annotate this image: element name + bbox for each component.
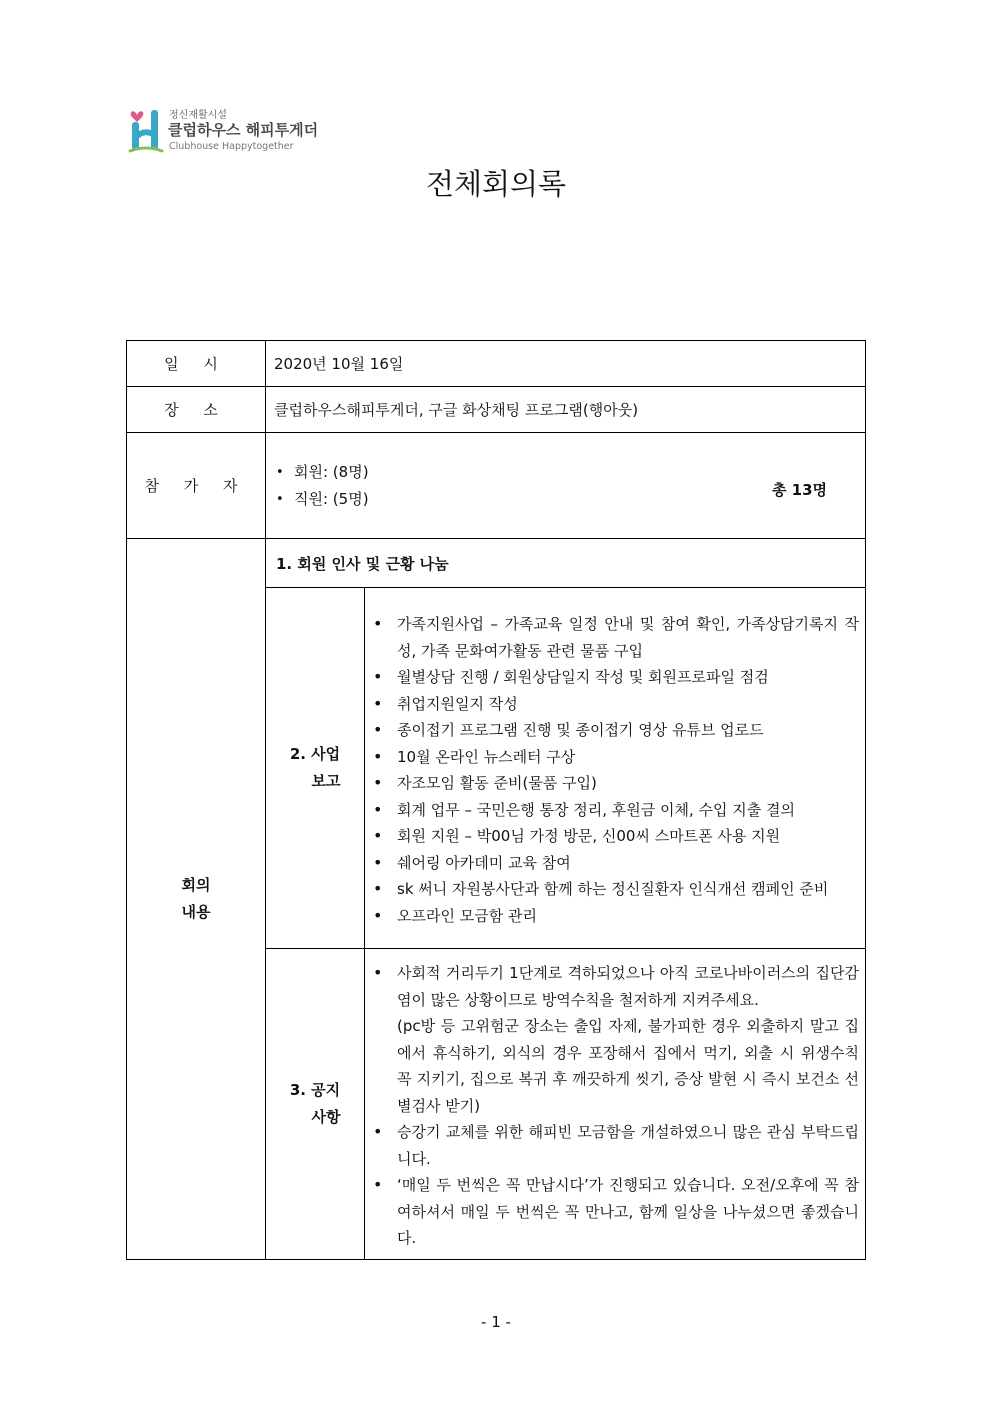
minutes-table bbox=[126, 340, 866, 1260]
logo-name: 클럽하우스 해피투게더 bbox=[168, 121, 319, 139]
attendee-members: • 회원: (8명) bbox=[276, 459, 865, 486]
section1-heading: 1. 회원 인사 및 근황 나눔 bbox=[266, 539, 866, 588]
logo bbox=[128, 104, 348, 156]
notice-label bbox=[266, 949, 365, 1260]
content-label bbox=[127, 539, 266, 1260]
list-item: • sk 써니 자원봉사단과 함께 하는 정신질환자 인식개선 캠페인 준비 bbox=[373, 876, 859, 903]
clubhouse-logo-icon bbox=[128, 104, 164, 154]
business-report-label bbox=[266, 588, 365, 949]
date-row bbox=[127, 341, 866, 387]
list-item: • 취업지원일지 작성 bbox=[373, 691, 859, 718]
list-item: • 가족지원사업 – 가족교육 일정 안내 및 참여 확인, 가족상담기록지 작성, 가족 문화여가활동 관련 물품 구입 bbox=[373, 611, 859, 664]
attendees-total: 총 13명 bbox=[771, 481, 828, 499]
attendees-cell bbox=[266, 433, 866, 539]
list-item: • 사회적 거리두기 1단계로 격하되었으나 아직 코로나바이러스의 집단감염이 많은 상황이므로 방역수칙을 철저하게 지켜주세요. bbox=[373, 960, 859, 1013]
list-item: • 자조모임 활동 준비(물품 구입) bbox=[373, 770, 859, 797]
attendees-row bbox=[127, 433, 866, 539]
place-row bbox=[127, 387, 866, 433]
business-report-list bbox=[365, 601, 865, 935]
place-label: 장 소 bbox=[127, 387, 266, 433]
logo-english-name: Clubhouse Happytogether bbox=[169, 141, 294, 152]
list-item: • 종이접기 프로그램 진행 및 종이접기 영상 유튜브 업로드 bbox=[373, 717, 859, 744]
attendees-label: 참 가 자 bbox=[127, 433, 266, 539]
list-item: • 10월 온라인 뉴스레터 구상 bbox=[373, 744, 859, 771]
list-item: • 월별상담 진행 / 회원상담일지 작성 및 회원프로파일 점검 bbox=[373, 664, 859, 691]
list-item: • 쉐어링 아카데미 교육 참여 bbox=[373, 850, 859, 877]
list-item: • 회원 지원 – 박00님 가정 방문, 신00씨 스마트폰 사용 지원 bbox=[373, 823, 859, 850]
business-report-label-line2: 보고 bbox=[311, 772, 341, 790]
page-number: - 1 - bbox=[481, 1313, 511, 1331]
document-title: 전체회의록 bbox=[425, 167, 567, 201]
content-label-line1: 회의 bbox=[181, 876, 211, 894]
section1-row bbox=[127, 539, 866, 588]
date-label: 일 시 bbox=[127, 341, 266, 387]
attendee-staff: • 직원: (5명) bbox=[276, 486, 865, 513]
logo-subtitle: 정신재활시설 bbox=[169, 110, 227, 121]
date-value: 2020년 10월 16일 bbox=[266, 341, 866, 387]
list-item-continuation: (pc방 등 고위험군 장소는 출입 자제, 불가피한 경우 외출하지 말고 집에서 휴식하기, 외식의 경우 포장해서 집에서 먹기, 외출 시 위생수칙 꼭 지키기, 집으로 복귀 후 깨끗하게 씻기, 증상 발현 시 즉시 보건소 선별검사 받기) bbox=[397, 1017, 860, 1115]
notice-cell bbox=[365, 949, 866, 1260]
list-item: • ‘매일 두 번씩은 꼭 만납시다’가 진행되고 있습니다. 오전/오후에 꼭 참여하셔서 매일 두 번씩은 꼭 만나고, 함께 일상을 나누셨으면 좋겠습니다. bbox=[373, 1172, 859, 1252]
notice-label-line2: 사항 bbox=[311, 1108, 341, 1126]
business-report-cell bbox=[365, 588, 866, 949]
list-item: • 회계 업무 – 국민은행 통장 정리, 후원금 이체, 수입 지출 결의 bbox=[373, 797, 859, 824]
notice-label-line1: 3. 공지 bbox=[289, 1081, 341, 1099]
list-item: • 오프라인 모금함 관리 bbox=[373, 903, 859, 930]
place-value: 클럽하우스해피투게더, 구글 화상채팅 프로그램(행아웃) bbox=[266, 387, 866, 433]
business-report-label-line1: 2. 사업 bbox=[289, 745, 341, 763]
content-label-line2: 내용 bbox=[181, 903, 211, 921]
notice-list bbox=[365, 950, 865, 1258]
list-item: • 승강기 교체를 위한 해피빈 모금함을 개설하였으니 많은 관심 부탁드립니다. bbox=[373, 1119, 859, 1172]
